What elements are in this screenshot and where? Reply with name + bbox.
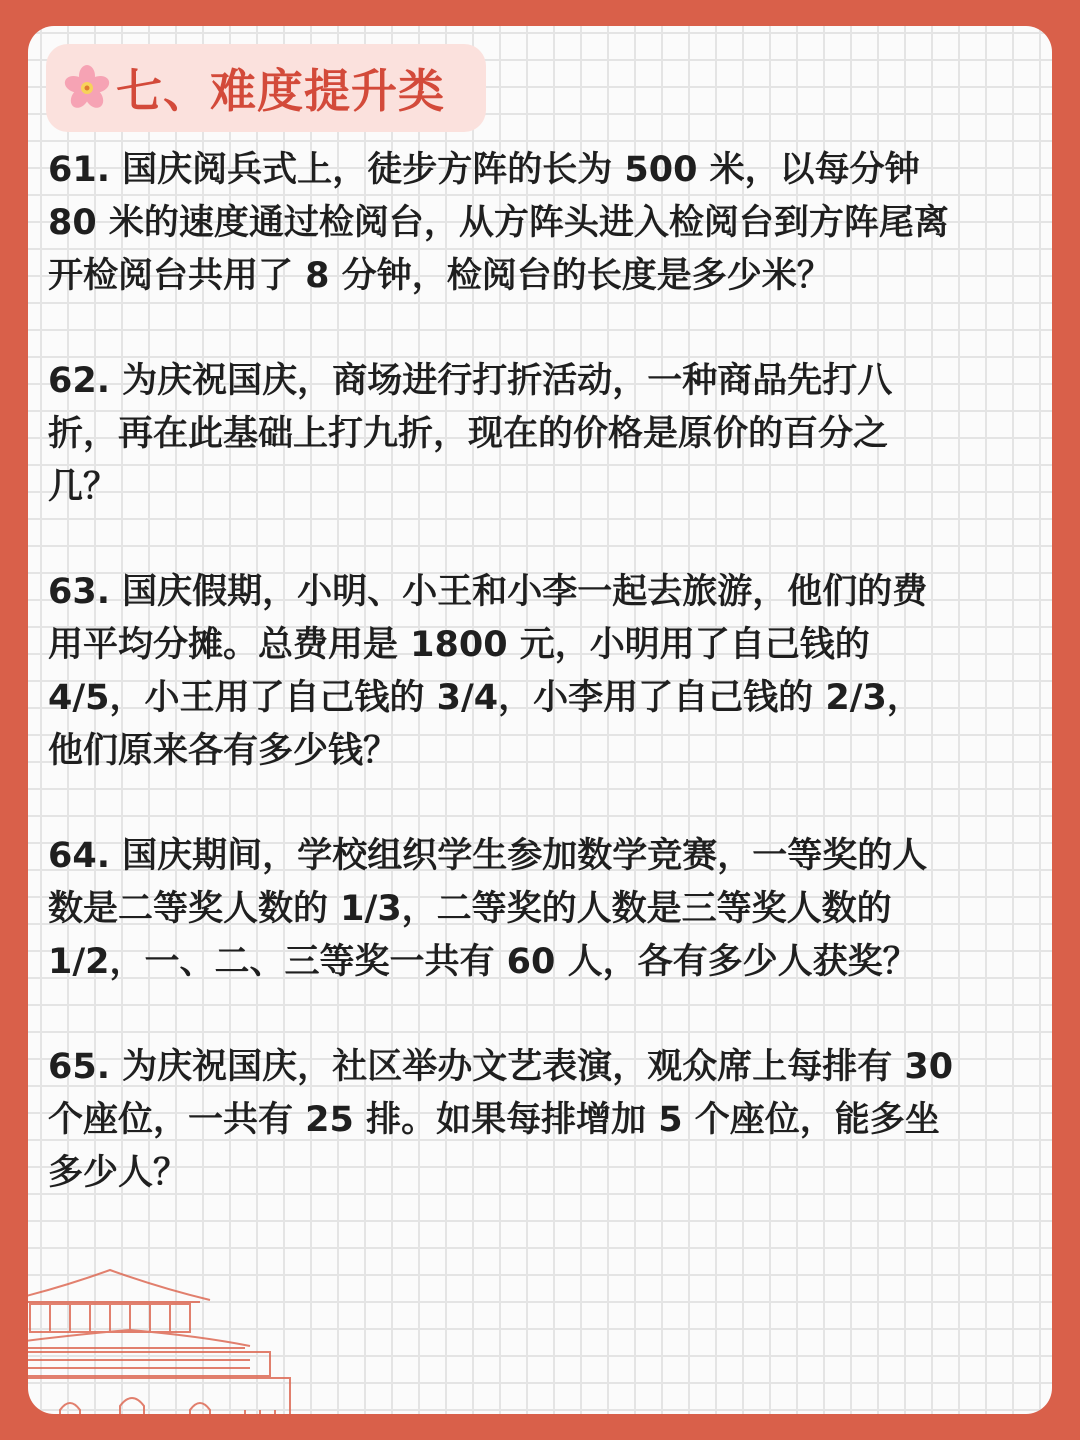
- question-list: [48, 144, 1038, 1200]
- worksheet-card: [28, 26, 1052, 1414]
- section-header: [46, 44, 486, 132]
- question-62: 62. 为庆祝国庆，商场进行打折活动，一种商品先打八 折，再在此基础上打九折，现在的价格是原价的百分之 几？: [48, 361, 893, 507]
- cherry-blossom-icon: [62, 63, 112, 113]
- section-title: 七、难度提升类: [116, 64, 445, 118]
- tiananmen-gate-icon: [28, 1260, 330, 1414]
- question-64: 64. 国庆期间，学校组织学生参加数学竞赛，一等奖的人 数是二等奖人数的 1/3，二等奖的人数是三等奖人数的 1/2，一、二、三等奖一共有 60 人，各有多少人获奖？: [48, 836, 928, 982]
- question-61: 61. 国庆阅兵式上，徒步方阵的长为 500 米，以每分钟 80 米的速度通过检阅台，从方阵头进入检阅台到方阵尾离 开检阅台共用了 8 分钟，检阅台的长度是多少米？: [48, 150, 949, 296]
- question-65: 65. 为庆祝国庆，社区举办文艺表演，观众席上每排有 30 个座位，一共有 25 排。如果每排增加 5 个座位，能多坐 多少人？: [48, 1047, 954, 1193]
- question-63: 63. 国庆假期，小明、小王和小李一起去旅游，他们的费 用平均分摊。总费用是 1800 元，小明用了自己钱的 4/5，小王用了自己钱的 3/4，小李用了自己钱的 2/3， 他们原来各有多少钱？: [48, 572, 928, 771]
